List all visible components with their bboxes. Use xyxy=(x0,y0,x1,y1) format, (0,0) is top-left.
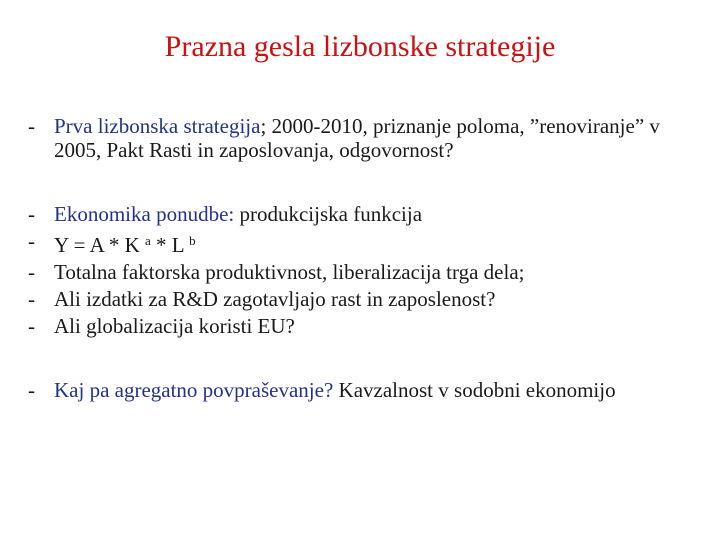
bullet-item xyxy=(28,378,708,402)
bullet-text: Ali izdatki za R&D zagotavljajo rast in zaposlenost? xyxy=(54,287,496,311)
bullet-item xyxy=(28,202,708,226)
bullet-list xyxy=(28,114,708,405)
bullet-rest: ; 2000-2010, priznanje poloma, ”renoviranje” v 2005, Pakt Rasti in zaposlovanja, odgovornost? xyxy=(54,114,660,162)
slide-title: Prazna gesla lizbonske strategije xyxy=(164,30,556,63)
bullet-marker: - xyxy=(28,378,35,402)
formula-exponent-b: b xyxy=(189,233,196,248)
formula-base: Y = A * K xyxy=(54,233,140,257)
bullet-marker: - xyxy=(28,114,35,138)
formula-middle: * L xyxy=(150,233,184,257)
bullet-text xyxy=(54,378,708,402)
bullet-text: Ali globalizacija koristi EU? xyxy=(54,314,295,338)
bullet-item xyxy=(28,114,708,162)
formula-exponent-a: a xyxy=(145,233,151,248)
bullet-rest: produkcijska funkcija xyxy=(234,202,423,226)
bullet-highlight: Ekonomika ponudbe: xyxy=(54,202,235,226)
bullet-marker: - xyxy=(28,202,35,226)
bullet-item-formula xyxy=(28,229,708,257)
bullet-text xyxy=(54,202,708,226)
bullet-item xyxy=(28,314,708,338)
bullet-marker: - xyxy=(28,229,35,253)
bullet-marker: - xyxy=(28,287,35,311)
bullet-item xyxy=(28,287,708,311)
bullet-rest: Kavzalnost v sodobni ekonomijo xyxy=(333,378,616,402)
bullet-text: Totalna faktorska produktivnost, liberalizacija trga dela; xyxy=(54,260,525,284)
bullet-highlight: Kaj pa agregatno povpraševanje? xyxy=(54,378,334,402)
production-function-formula xyxy=(54,229,708,257)
bullet-text xyxy=(54,114,708,162)
bullet-item xyxy=(28,260,708,284)
bullet-marker: - xyxy=(28,314,35,338)
bullet-marker: - xyxy=(28,260,35,284)
bullet-highlight: Prva lizbonska strategija xyxy=(54,114,261,138)
